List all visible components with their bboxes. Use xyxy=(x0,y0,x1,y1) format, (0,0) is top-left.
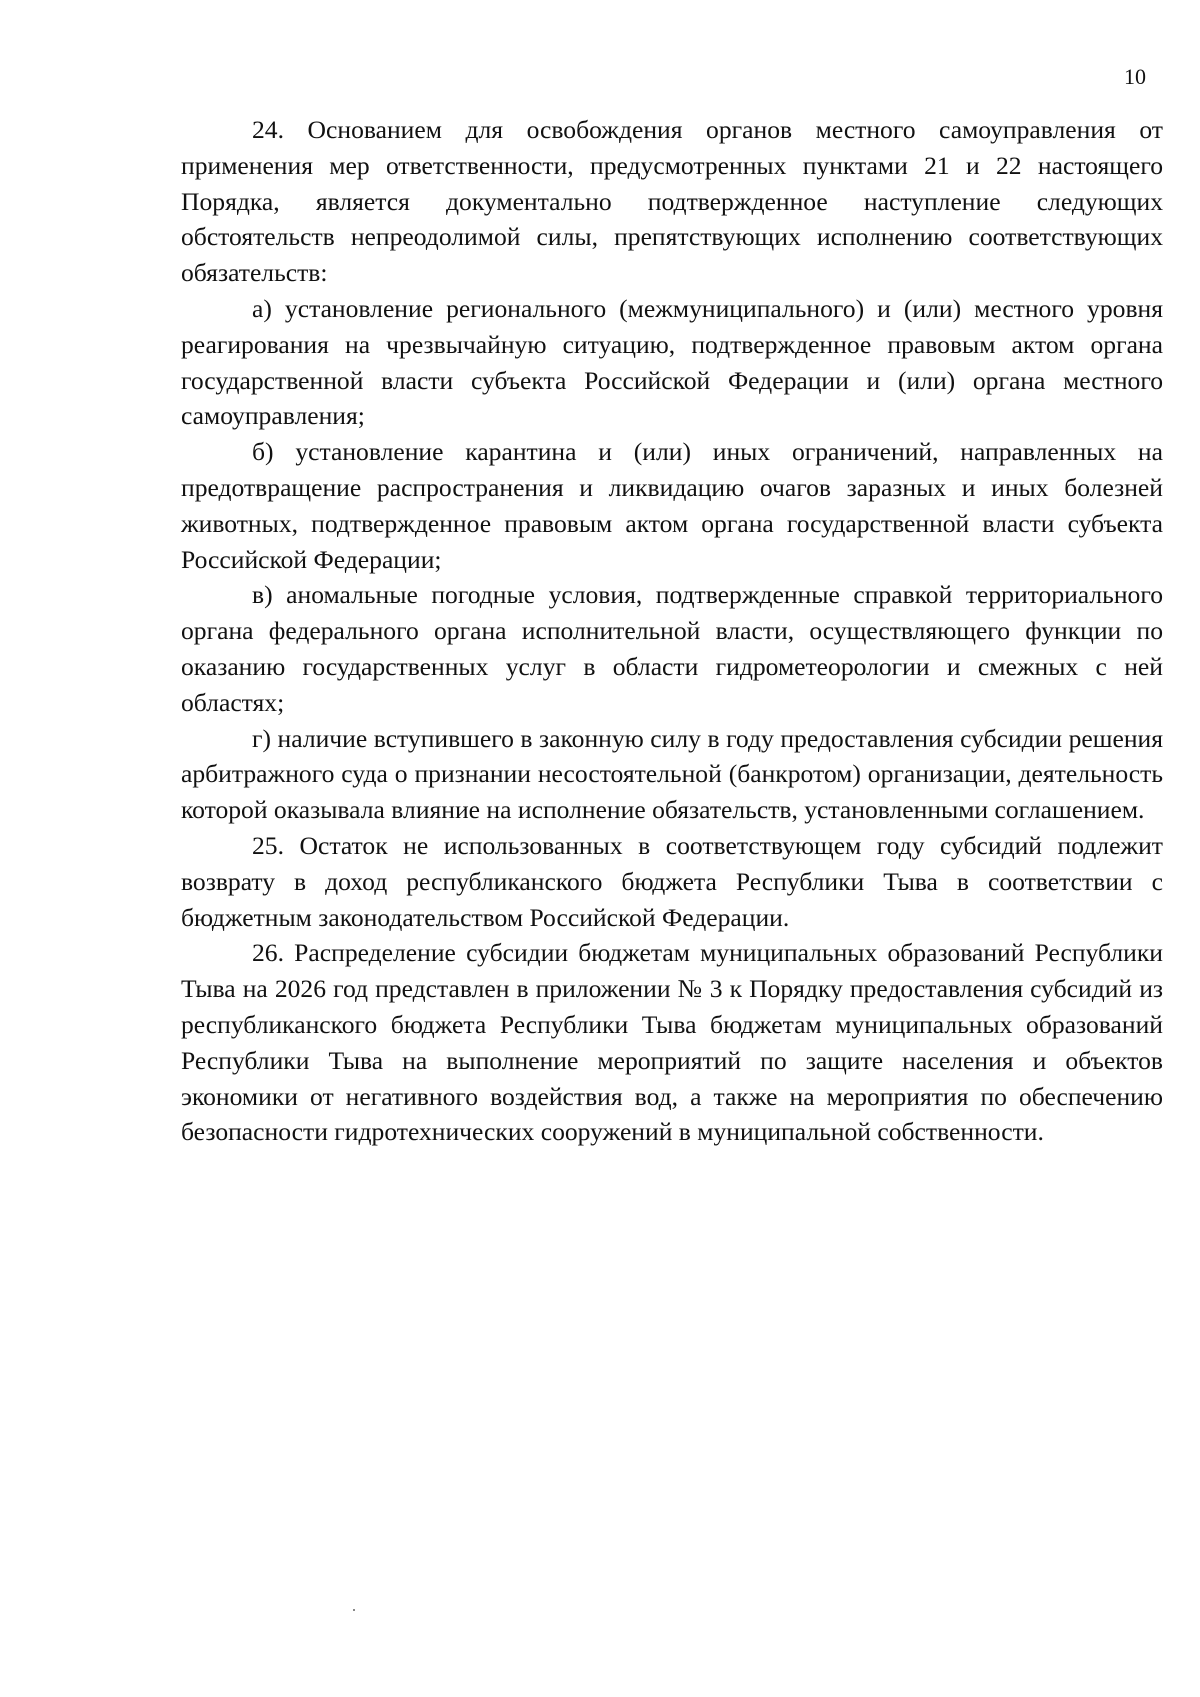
paragraph-24-item-g: г) наличие вступившего в законную силу в году предоставления субсидии решения арбитражного суда о признании несостоятельной (банкротом) организации, деятельность которой оказывала влияние на исполнение обязательств, установленными соглашением. xyxy=(181,723,1163,825)
paragraph-26: 26. Распределение субсидии бюджетам муниципальных образований Республики Тыва на 2026 год представлен в приложении № 3 к Порядку предоставления субсидий из республиканского бюджета Республики Тыва бюджетам муниципальных образований Республики Тыва на выполнение мероприятий по защите населения и объектов экономики от негативного воздействия вод, а также на мероприятия по обеспечению безопасности гидротехнических сооружений в муниципальной собственности. xyxy=(181,938,1163,1147)
paragraph-24: 24. Основанием для освобождения органов местного самоуправления от применения мер ответственности, предусмотренных пунктами 21 и 22 настоящего Порядка, является документально подтвержденное наступление следующих обстоятельств непреодолимой силы, препятствующих исполнению соответствующих обязательств: xyxy=(181,115,1163,288)
scan-speck xyxy=(353,1609,355,1611)
paragraph-24-item-a: а) установление регионального (межмуниципального) и (или) местного уровня реагирования на чрезвычайную ситуацию, подтвержденное правовым актом органа государственной власти субъекта Российской Федерации и (или) органа местного самоуправления; xyxy=(181,293,1163,431)
page-number: 10 xyxy=(1124,64,1146,89)
paragraph-24-item-b: б) установление карантина и (или) иных ограничений, направленных на предотвращение распространения и ликвидацию очагов заразных и иных болезней животных, подтвержденное правовым актом органа государственной власти субъекта Российской Федерации; xyxy=(181,437,1163,574)
document-body xyxy=(181,112,1163,1150)
paragraph-25: 25. Остаток не использованных в соответствующем году субсидий подлежит возврату в доход республиканского бюджета Республики Тыва в соответствии с бюджетным законодательством Российской Федерации. xyxy=(181,830,1163,932)
paragraph-24-item-v: в) аномальные погодные условия, подтвержденные справкой территориального органа федерального органа исполнительной власти, осуществляющего функции по оказанию государственных услуг в области гидрометеорологии и смежных с ней областях; xyxy=(181,580,1163,717)
